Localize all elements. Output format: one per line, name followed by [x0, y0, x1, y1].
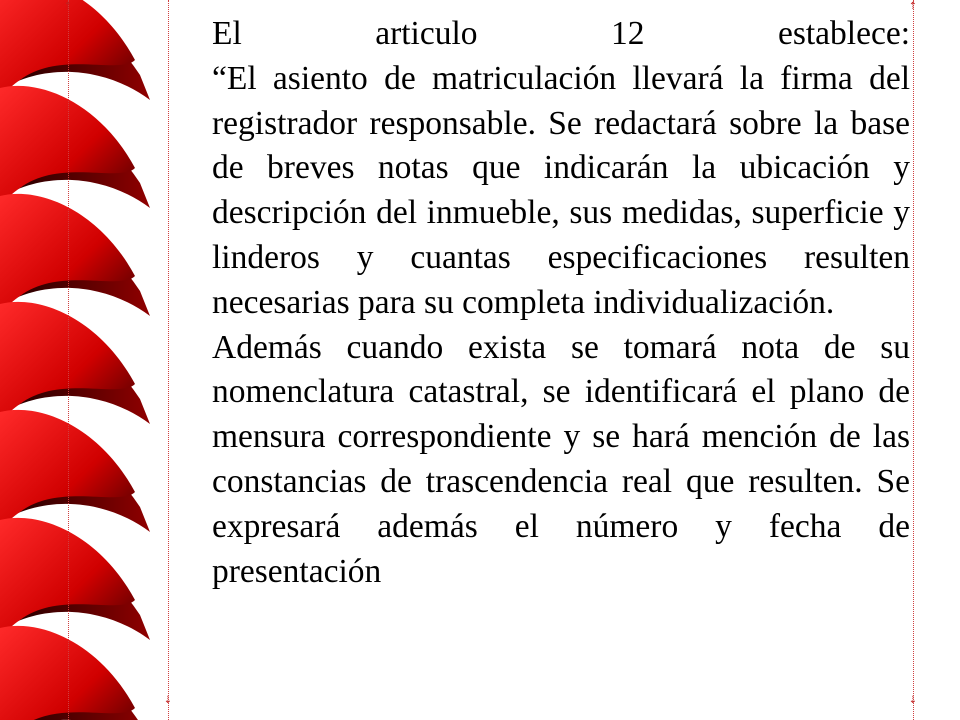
mid-guide-line	[168, 0, 169, 720]
arrow-marker-icon: ⇡	[908, 1, 918, 12]
paragraph-1: “El asiento de matriculación llevará la firma del registrador responsable. Se redactará sobre la base de breves notas que indicarán la ubicación y descripción del inmueble, sus medidas, superficie y linderos y cuantas especificaciones resulten necesarias para su completa individualización.	[212, 59, 910, 321]
slide-body	[212, 12, 910, 594]
arrow-marker-icon: ⇣	[908, 695, 918, 706]
red-spiral-ribbon-decoration	[0, 0, 160, 720]
paragraph-2: Además cuando exista se tomará nota de su nomenclatura catastral, se identificará el plano de mensura correspondiente y se hará mención de las constancias de trascendencia real que resulten. Se expresará además el número y fecha de presentación	[212, 328, 910, 590]
arrow-marker-icon: ⇣	[163, 695, 173, 706]
arrow-marker-icon: ⇡	[63, 1, 73, 12]
heading-line: El articulo 12 establece:	[212, 15, 910, 52]
right-guide-line	[913, 0, 914, 720]
left-guide-line	[68, 0, 69, 720]
